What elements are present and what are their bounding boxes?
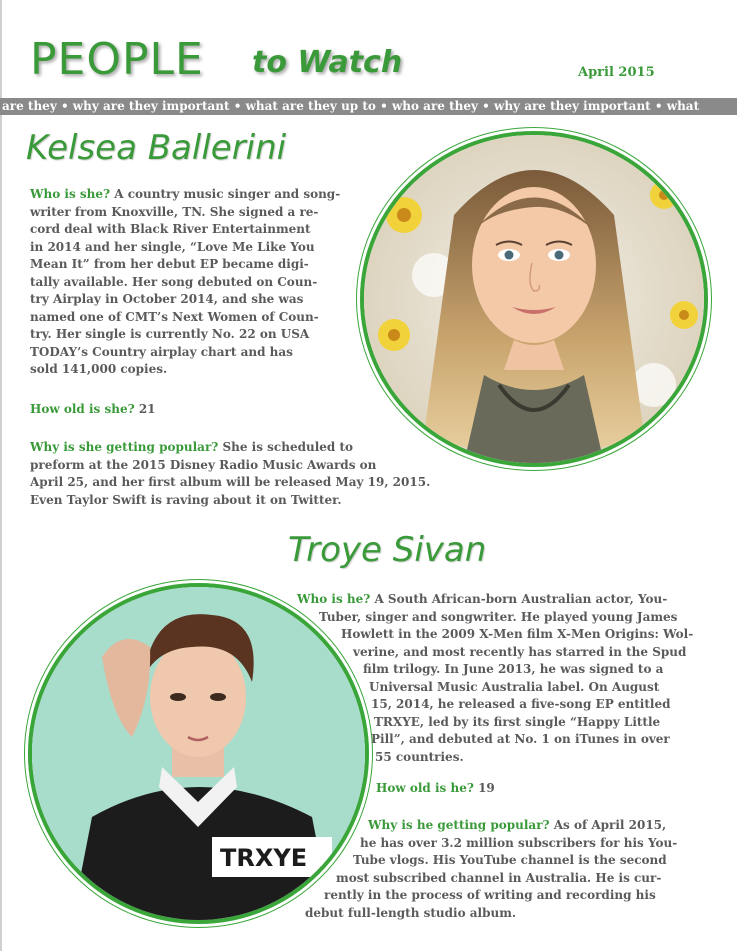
profile-name-troye: Troye Sivan xyxy=(288,530,487,570)
kelsea-popular-paragraph: Why is she getting popular? She is scheduled to preform at the 2015 Disney Radio Music Awards on April 25, and her first album will be released May 19, 2015. Even Taylor Swift is raving about it on Twitter. xyxy=(30,440,431,507)
kelsea-age-value: 21 xyxy=(138,402,156,416)
topic-banner xyxy=(0,98,737,115)
kelsea-age-line xyxy=(30,401,156,419)
troye-age-line xyxy=(376,780,495,798)
issue-date: April 2015 xyxy=(578,65,655,80)
troye-who-paragraph: Who is he? A South African-born Australian actor, You- Tuber, singer and songwriter. He played young James Howlett in the 2009 X-Men film X-Men Origins: Wol- verine, and most recently has starred in the Spud film trilogy. In June 2013, he was signed to a Universal Music Australia label. On August 15, 2014, he released a five-song EP entitled TRXYE, led by its first single “Happy Little Pill”, and debuted at No. 1 on iTunes in over 55 countries. xyxy=(297,592,694,764)
troye-age-question: How old is he? xyxy=(376,781,474,795)
troye-age-value: 19 xyxy=(478,781,495,795)
kelsea-who-question: Who is she? xyxy=(30,187,111,201)
kelsea-popular-question: Why is she getting popular? xyxy=(30,440,219,454)
page-subtitle: to Watch xyxy=(252,45,403,80)
page-title: PEOPLE xyxy=(30,34,204,85)
kelsea-who-paragraph: Who is she? A country music singer and song- writer from Knoxville, TN. She signed a re- cord deal with Black River Entertainment in 2014 and her single, “Love Me Like You Mean It” from her debut EP became digi- tally available. Her song debuted on Coun- try Airplay in October 2014, and she was named one of CMT’s Next Women of Coun- try. Her single is currently No. 22 on USA TODAY’s Country airplay chart and has sold 141,000 copies. xyxy=(30,187,341,376)
profile-name-kelsea: Kelsea Ballerini xyxy=(26,128,287,168)
troye-who-question: Who is he? xyxy=(297,592,371,606)
banner-text: are they • why are they important • what are they up to • who are they • why are they important • what xyxy=(2,99,700,113)
kelsea-age-question: How old is she? xyxy=(30,402,135,416)
kelsea-photo xyxy=(360,131,708,467)
troye-popular-question: Why is he getting popular? xyxy=(368,818,550,832)
shirt-text: TRXYE xyxy=(220,844,308,872)
kelsea-portrait-illustration xyxy=(364,135,704,463)
page-left-border xyxy=(0,0,2,951)
troye-popular-paragraph: Why is he getting popular? As of April 2015, he has over 3.2 million subscribers for his You- Tube vlogs. His YouTube channel is the second most subscribed channel in Australia. He is cur- rently in the process of writing and recording his debut full-length studio album. xyxy=(305,818,678,920)
